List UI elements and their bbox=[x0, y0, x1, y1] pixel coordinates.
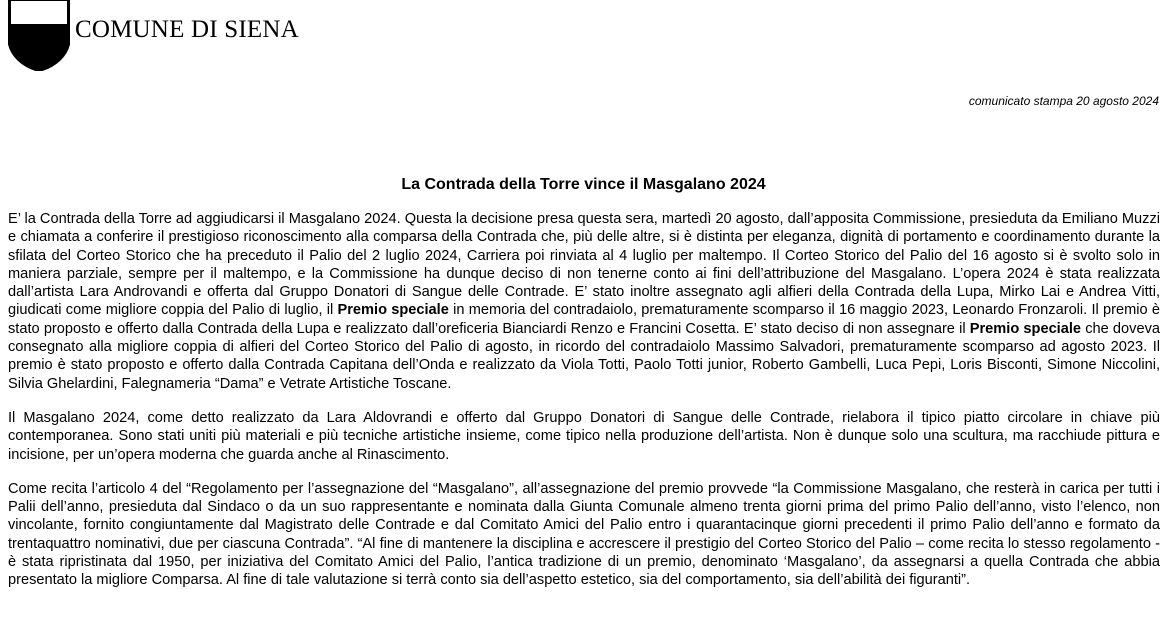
siena-balzana-shield-icon bbox=[8, 0, 70, 71]
press-release-dateline: comunicato stampa 20 agosto 2024 bbox=[968, 94, 1159, 108]
premio-speciale-bold-1: Premio speciale bbox=[337, 302, 449, 319]
page-title: La Contrada della Torre vince il Masgalano 2024 bbox=[401, 176, 766, 193]
paragraph-3: Come recita l’articolo 4 del “Regolamento per l’assegnazione del “Masgalano”, all’assegnazione del premio provvede “la Commissione Masgalano, che resterà in carica per tutti i Palii dell’anno, presieduta dal Sindaco o da un suo rappresentante e nominata dalla Giunta Comunale almeno trenta giorni prima del primo Palio dell’anno, visto l’elenco, non vincolante, fornito congiuntamente dal Magistrato delle Contrade e dal Comitato Amici del Palio entro i quarantacinque giorni precedenti il primo Palio dell’anno e formato da trentaquattro nominativi, due per ciascuna Contrada”. “Al fine di mantenere la disciplina e accrescere il prestigio del Corteo Storico del Palio – come recita lo stesso regolamento - è stata ripristinata dal 1950, per iniziativa del Comitato Amici del Palio, l’antica tradizione di un premio, denominato ‘Masgalano’, da assegnarsi a quella Contrada che abbia presentato la migliore Comparsa. Al fine di tale valutazione si terrà conto sia dell’aspetto estetico, sia del comportamento, sia dell’abilità dei figuranti”. bbox=[8, 480, 1160, 589]
paragraph-1 bbox=[8, 210, 1160, 393]
page-header bbox=[8, 0, 408, 72]
paragraph-2: Il Masgalano 2024, come detto realizzato da Lara Aldovrandi e offerto dal Gruppo Donatori di Sangue delle Contrade, rielabora il tipico piatto circolare in chiave più contemporanea. Sono stati uniti più materiali e più tecniche artistiche insieme, come tipico nella produzione dell’artista. Non è dunque solo una scultura, ma racchiude pittura e incisione, per un’opera moderna che guarda anche al Rinascimento. bbox=[8, 409, 1160, 463]
article-body bbox=[8, 210, 1160, 606]
paragraph-1-text-c: che doveva consegnato alla migliore coppia di alfieri del Corteo Storico del Palio di agosto, in ricordo del contradaiolo Massimo Salvadori, prematuramente scomparso ad agosto 2023. Il premio è stato proposto e offerto dalla Contrada Capitana dell’Onda e realizzato da Viola Totti, Paolo Totti junior, Roberto Gambelli, Luca Pepi, Loris Bisconti, Simone Niccolini, Silvia Ghelardini, Falegnameria “Dama” e Vetrate Artistiche Toscane. bbox=[8, 320, 1160, 392]
org-name: COMUNE DI SIENA bbox=[75, 16, 299, 43]
premio-speciale-bold-2: Premio speciale bbox=[969, 320, 1082, 337]
paragraph-1-text-a: E’ la Contrada della Torre ad aggiudicarsi il Masgalano 2024. Questa la decisione presa questa sera, martedì 20 agosto, dall’apposita Commissione, presieduta da Emiliano Muzzi e chiamata a conferire il prestigioso riconoscimento alla comparsa della Contrada che, più delle altre, si è distinta per eleganza, dignità di portamento e coordinamento durante la sfilata del Corteo Storico che ha preceduto il Palio del 2 luglio 2024, Carriera poi rinviata al 4 luglio per maltempo. Il Corteo Storico del Palio del 16 agosto si è svolto solo in maniera parziale, sempre per il maltempo, e la Commissione ha dunque deciso di non tenerne conto ai fini dell’attribuzione del Masgalano. L’opera 2024 è stata realizzata dall’artista Lara Androvandi e offerta dal Gruppo Donatori di Sangue delle Contrade. E’ stato inoltre assegnato agli alfieri della Contrada della Lupa, Mirko Lai e Andrea Vitti, giudicati come migliore coppia del Palio di luglio, il bbox=[8, 211, 1160, 319]
paragraph-1-text-b: in memoria del contradaiolo, prematuramente scomparso il 16 maggio 2023, Leonardo Fronzaroli. Il premio è stato proposto e offerto dalla Contrada della Lupa e realizzato dall’oreficeria Bianciardi Renzo e Francini Cosetta. E’ stato deciso di non assegnare il bbox=[8, 302, 1161, 337]
